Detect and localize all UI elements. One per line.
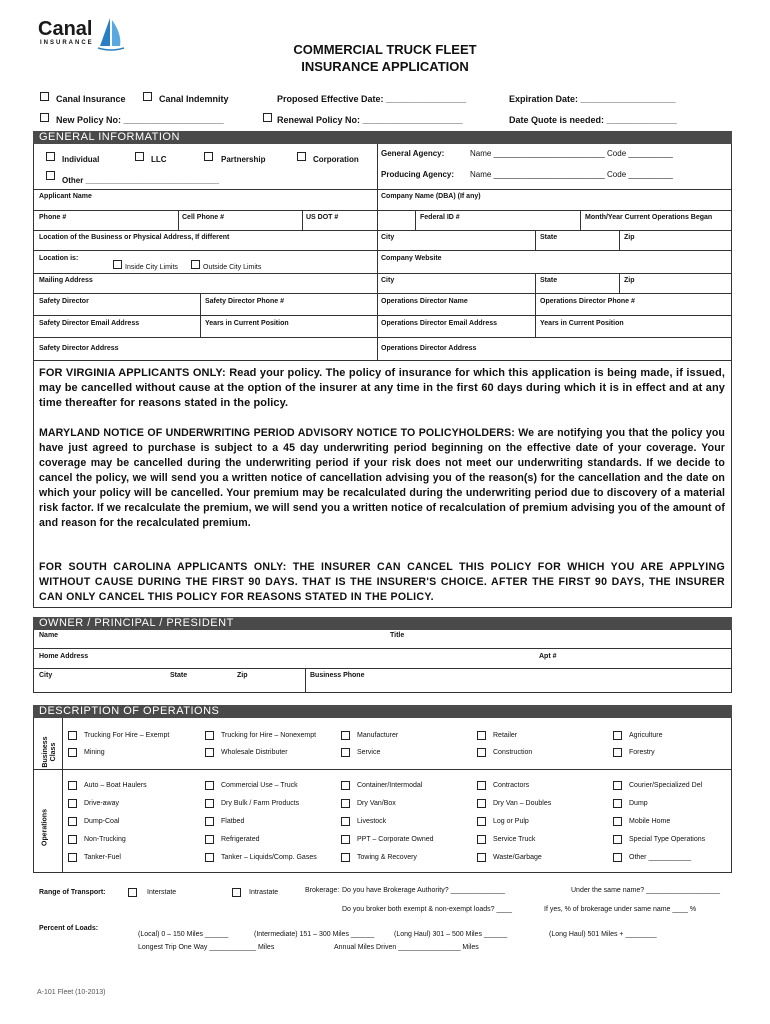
- operation-option-label: Tanker-Fuel: [84, 854, 121, 861]
- owner-state-field[interactable]: State: [170, 672, 188, 679]
- expiration-date[interactable]: Expiration Date: ___________________: [509, 94, 676, 104]
- renewal-policy-field[interactable]: Renewal Policy No: ____________________: [277, 115, 463, 125]
- operation-option-label: Log or Pulp: [493, 818, 529, 825]
- general-agency-label: General Agency:: [381, 149, 445, 158]
- general-agency-name-code[interactable]: Name _________________________ Code __________: [470, 149, 673, 158]
- operation-option-label: Towing & Recovery: [357, 854, 417, 861]
- owner-home-address-field[interactable]: Home Address: [39, 653, 89, 660]
- operation-option-label: Dry Van/Box: [357, 800, 396, 807]
- operation-option-checkbox[interactable]: [613, 799, 622, 808]
- city-field[interactable]: City: [381, 234, 395, 241]
- virginia-notice: FOR VIRGINIA APPLICANTS ONLY: Read your policy. The policy of insurance for which this application is being made, if issued, may be cancelled without cause at the option of the insurer at any time in the first 60 days during which it is in effect and at any time thereafter for reasons stated in the policy.: [39, 367, 725, 409]
- safety-director-phone-field[interactable]: Safety Director Phone #: [205, 298, 284, 305]
- llc-checkbox[interactable]: [135, 152, 144, 161]
- mailing-city-field[interactable]: City: [381, 277, 395, 284]
- other-field[interactable]: Other ______________________________: [62, 176, 220, 185]
- business-class-option-label: Mining: [84, 749, 105, 756]
- interstate-label: Interstate: [147, 889, 177, 896]
- operation-option-checkbox[interactable]: [341, 835, 350, 844]
- operation-option-label: Dry Bulk / Farm Products: [221, 800, 300, 807]
- operation-option-checkbox[interactable]: [477, 781, 486, 790]
- operations-director-email-field[interactable]: Operations Director Email Address: [381, 320, 498, 327]
- partnership-checkbox[interactable]: [204, 152, 213, 161]
- location-is-label: Location is:: [39, 255, 79, 262]
- operation-option-checkbox[interactable]: [68, 853, 77, 862]
- phone-field[interactable]: Phone #: [39, 214, 67, 221]
- safety-director-address-field[interactable]: Safety Director Address: [39, 345, 119, 352]
- operation-option-label: Livestock: [357, 818, 387, 825]
- longhaul-300-field[interactable]: (Long Haul) 301 – 500 Miles ______: [394, 931, 508, 938]
- business-class-option-checkbox[interactable]: [341, 748, 350, 757]
- cell-phone-field[interactable]: Cell Phone #: [182, 214, 225, 221]
- business-class-label: Business Class: [42, 736, 57, 768]
- operation-option-label: Dry Van – Doubles: [493, 800, 552, 807]
- business-class-option-label: Retailer: [493, 732, 518, 739]
- business-class-option-label: Construction: [493, 749, 533, 756]
- operation-option-checkbox[interactable]: [205, 835, 214, 844]
- business-class-option-label: Forestry: [629, 749, 655, 756]
- operation-option-label: Auto – Boat Haulers: [84, 782, 147, 789]
- inside-city-checkbox[interactable]: [113, 260, 122, 269]
- business-class-option-label: Service: [357, 749, 381, 756]
- business-class-option-checkbox[interactable]: [477, 748, 486, 757]
- description-operations-header: DESCRIPTION OF OPERATIONS: [33, 705, 732, 718]
- owner-zip-field[interactable]: Zip: [237, 672, 248, 679]
- business-class-option-checkbox[interactable]: [613, 731, 622, 740]
- operation-option-checkbox[interactable]: [68, 799, 77, 808]
- operation-option-checkbox[interactable]: [205, 853, 214, 862]
- operation-option-checkbox[interactable]: [341, 817, 350, 826]
- operation-option-label: Service Truck: [493, 836, 536, 843]
- business-class-option-checkbox[interactable]: [68, 731, 77, 740]
- safety-director-field[interactable]: Safety Director: [39, 298, 89, 305]
- new-policy-field[interactable]: New Policy No: ____________________: [56, 115, 224, 125]
- partnership-label: Partnership: [221, 155, 266, 164]
- operation-option-checkbox[interactable]: [341, 853, 350, 862]
- operation-option-label: Dump: [629, 800, 648, 807]
- operation-option-label: Mobile Home: [629, 818, 671, 825]
- operations-director-phone-field[interactable]: Operations Director Phone #: [540, 298, 635, 305]
- month-year-operations-field[interactable]: Month/Year Current Operations Began: [585, 214, 713, 221]
- business-class-option-label: Wholesale Distributer: [221, 749, 288, 756]
- brokerage-percent-field[interactable]: If yes, % of brokerage under same name ____ %: [544, 906, 697, 913]
- operation-option-label: Container/Intermodal: [357, 782, 423, 789]
- safety-director-email-field[interactable]: Safety Director Email Address: [39, 320, 140, 327]
- outside-city-label: Outside City Limits: [203, 264, 262, 271]
- operations-side-label: Operations: [41, 809, 49, 846]
- operation-option-label: Other ___________: [629, 854, 692, 861]
- operation-option-label: Waste/Garbage: [493, 854, 542, 861]
- owner-business-phone-field[interactable]: Business Phone: [310, 672, 365, 679]
- intrastate-label: Intrastate: [249, 889, 279, 896]
- interstate-checkbox[interactable]: [128, 888, 137, 897]
- outside-city-checkbox[interactable]: [191, 260, 200, 269]
- operation-option-checkbox[interactable]: [477, 817, 486, 826]
- proposed-effective-date[interactable]: Proposed Effective Date: ________________: [277, 94, 467, 104]
- logo-text: Canal: [38, 18, 93, 40]
- renewal-policy-checkbox[interactable]: [263, 113, 272, 122]
- other-checkbox[interactable]: [46, 171, 55, 180]
- canal-insurance-label: Canal Insurance: [56, 94, 126, 104]
- owner-title-field[interactable]: Title: [390, 632, 405, 639]
- longhaul-500-field[interactable]: (Long Haul) 501 Miles + ________: [549, 931, 657, 938]
- operations-director-address-field[interactable]: Operations Director Address: [381, 345, 477, 352]
- operation-option-checkbox[interactable]: [68, 835, 77, 844]
- business-class-option-checkbox[interactable]: [613, 748, 622, 757]
- operation-option-checkbox[interactable]: [477, 835, 486, 844]
- location-business-field[interactable]: Location of the Business or Physical Address, If different: [39, 234, 230, 241]
- owner-city-field[interactable]: City: [39, 672, 53, 679]
- brokerage-authority-field[interactable]: Do you have Brokerage Authority? ______________: [342, 887, 506, 894]
- state-field[interactable]: State: [540, 234, 558, 241]
- applicant-name-field[interactable]: Applicant Name: [39, 193, 92, 200]
- operation-option-label: Dump-Coal: [84, 818, 120, 825]
- broker-exempt-field[interactable]: Do you broker both exempt & non-exempt loads? ____: [342, 906, 513, 913]
- operation-option-checkbox[interactable]: [477, 853, 486, 862]
- south-carolina-notice: FOR SOUTH CAROLINA APPLICANTS ONLY: THE INSURER CAN CANCEL THIS POLICY FOR WHICH YOU ARE APPLYING WITHOUT CAUSE DURING THE FIRST 90 DAYS. THAT IS THE INSURER'S CHOICE. AFTER THE FIRST 90 DAYS, THE INSURER CAN ONLY CANCEL THIS POLICY FOR REASONS STATED IN THE POLICY.: [39, 561, 725, 603]
- individual-checkbox[interactable]: [46, 152, 55, 161]
- annual-miles-field[interactable]: Annual Miles Driven ________________ Miles: [334, 944, 479, 951]
- owner-principal-header: OWNER / PRINCIPAL / PRESIDENT: [33, 617, 732, 630]
- llc-label: LLC: [151, 155, 167, 164]
- operation-option-label: Commercial Use – Truck: [221, 782, 298, 789]
- operation-option-label: Tanker – Liquids/Comp. Gases: [221, 854, 317, 861]
- operation-option-checkbox[interactable]: [205, 817, 214, 826]
- operation-option-label: Contractors: [493, 782, 530, 789]
- operations-director-name-field[interactable]: Operations Director Name: [381, 298, 468, 305]
- mailing-address-field[interactable]: Mailing Address: [39, 277, 93, 284]
- individual-label: Individual: [62, 155, 100, 164]
- local-miles-field[interactable]: (Local) 0 – 150 Miles ______: [138, 931, 229, 938]
- same-name-field[interactable]: Under the same name? ___________________: [571, 887, 721, 894]
- operation-option-label: Drive-away: [84, 800, 120, 807]
- zip-field[interactable]: Zip: [624, 234, 635, 241]
- business-class-option-label: Manufacturer: [357, 732, 399, 739]
- operation-option-checkbox[interactable]: [613, 835, 622, 844]
- operation-option-checkbox[interactable]: [477, 799, 486, 808]
- owner-name-field[interactable]: Name: [39, 632, 59, 639]
- producing-agency-name-code[interactable]: Name _________________________ Code __________: [470, 170, 673, 179]
- operation-option-label: PPT – Corporate Owned: [357, 836, 434, 843]
- business-class-option-checkbox[interactable]: [341, 731, 350, 740]
- mailing-state-field[interactable]: State: [540, 277, 558, 284]
- mailing-zip-field[interactable]: Zip: [624, 277, 635, 284]
- operation-option-label: Courier/Specialized Del: [629, 782, 703, 789]
- form-title-line2: INSURANCE APPLICATION: [301, 59, 469, 74]
- operation-option-checkbox[interactable]: [205, 781, 214, 790]
- operation-option-checkbox[interactable]: [68, 781, 77, 790]
- form-title-line1: COMMERCIAL TRUCK FLEET: [293, 42, 477, 57]
- operation-option-label: Non-Trucking: [84, 836, 126, 843]
- operation-option-checkbox[interactable]: [613, 781, 622, 790]
- business-class-option-label: Agriculture: [629, 732, 663, 739]
- operation-option-checkbox[interactable]: [205, 799, 214, 808]
- operation-option-checkbox[interactable]: [68, 817, 77, 826]
- maryland-notice: MARYLAND NOTICE OF UNDERWRITING PERIOD ADVISORY NOTICE TO POLICYHOLDERS: We are notifying you that the policy you have just agreed to purchase is subject to a 45 day underwriting period beginning on the effective date of your coverage. Your coverage may be cancelled during the underwriting period if your risk does not meet our underwriting standards. If we decide to cancel the policy, we will send you a written notice of cancellation advising you of the reason(s) for the cancellation and the date on which your policy will be cancelled. Your premium may be recalculated during the underwriting period due to discovery of a material risk factor. If we recalculate the premium, we will send you a written notice of recalculation of premium advising you of the amount of and reason for the recalculated premium.: [39, 427, 725, 529]
- date-quote-field[interactable]: Date Quote is needed: ______________: [509, 115, 677, 125]
- owner-apt-field[interactable]: Apt #: [539, 653, 557, 660]
- years-current-position-field[interactable]: Years in Current Position: [205, 320, 289, 327]
- canal-indemnity-checkbox[interactable]: [143, 92, 152, 101]
- general-information-header: GENERAL INFORMATION: [33, 131, 732, 144]
- canal-indemnity-label: Canal Indemnity: [159, 94, 229, 104]
- range-transport-label: Range of Transport:: [39, 889, 106, 896]
- business-class-option-checkbox[interactable]: [205, 748, 214, 757]
- operation-option-checkbox[interactable]: [341, 781, 350, 790]
- new-policy-checkbox[interactable]: [40, 113, 49, 122]
- brokerage-label: Brokerage:: [305, 887, 340, 894]
- corporation-label: Corporation: [313, 155, 359, 164]
- business-class-option-checkbox[interactable]: [477, 731, 486, 740]
- operation-option-checkbox[interactable]: [613, 853, 622, 862]
- intermediate-miles-field[interactable]: (Intermediate) 151 – 300 Miles ______: [254, 931, 375, 938]
- percent-loads-label: Percent of Loads:: [39, 925, 99, 932]
- longest-trip-field[interactable]: Longest Trip One Way ____________ Miles: [138, 944, 275, 951]
- business-class-option-checkbox[interactable]: [68, 748, 77, 757]
- form-id: A-101 Fleet (10-2013): [37, 989, 106, 996]
- inside-city-label: Inside City Limits: [125, 264, 178, 271]
- us-dot-field[interactable]: US DOT #: [306, 214, 339, 221]
- operation-option-label: Special Type Operations: [629, 836, 706, 843]
- business-class-option-checkbox[interactable]: [205, 731, 214, 740]
- operation-option-label: Flatbed: [221, 818, 245, 825]
- federal-id-field[interactable]: Federal ID #: [420, 214, 460, 221]
- intrastate-checkbox[interactable]: [232, 888, 241, 897]
- canal-insurance-checkbox[interactable]: [40, 92, 49, 101]
- operations-years-current-position-field[interactable]: Years in Current Position: [540, 320, 624, 327]
- business-class-option-label: Trucking for Hire – Nonexempt: [221, 732, 317, 739]
- business-class-option-label: Trucking For Hire – Exempt: [84, 732, 170, 739]
- company-website-field[interactable]: Company Website: [381, 255, 442, 262]
- company-name-field[interactable]: Company Name (DBA) (If any): [381, 193, 481, 200]
- operation-option-checkbox[interactable]: [341, 799, 350, 808]
- producing-agency-label: Producing Agency:: [381, 170, 455, 179]
- operation-option-label: Refrigerated: [221, 836, 260, 843]
- corporation-checkbox[interactable]: [297, 152, 306, 161]
- logo-subtext: INSURANCE: [40, 40, 94, 46]
- operation-option-checkbox[interactable]: [613, 817, 622, 826]
